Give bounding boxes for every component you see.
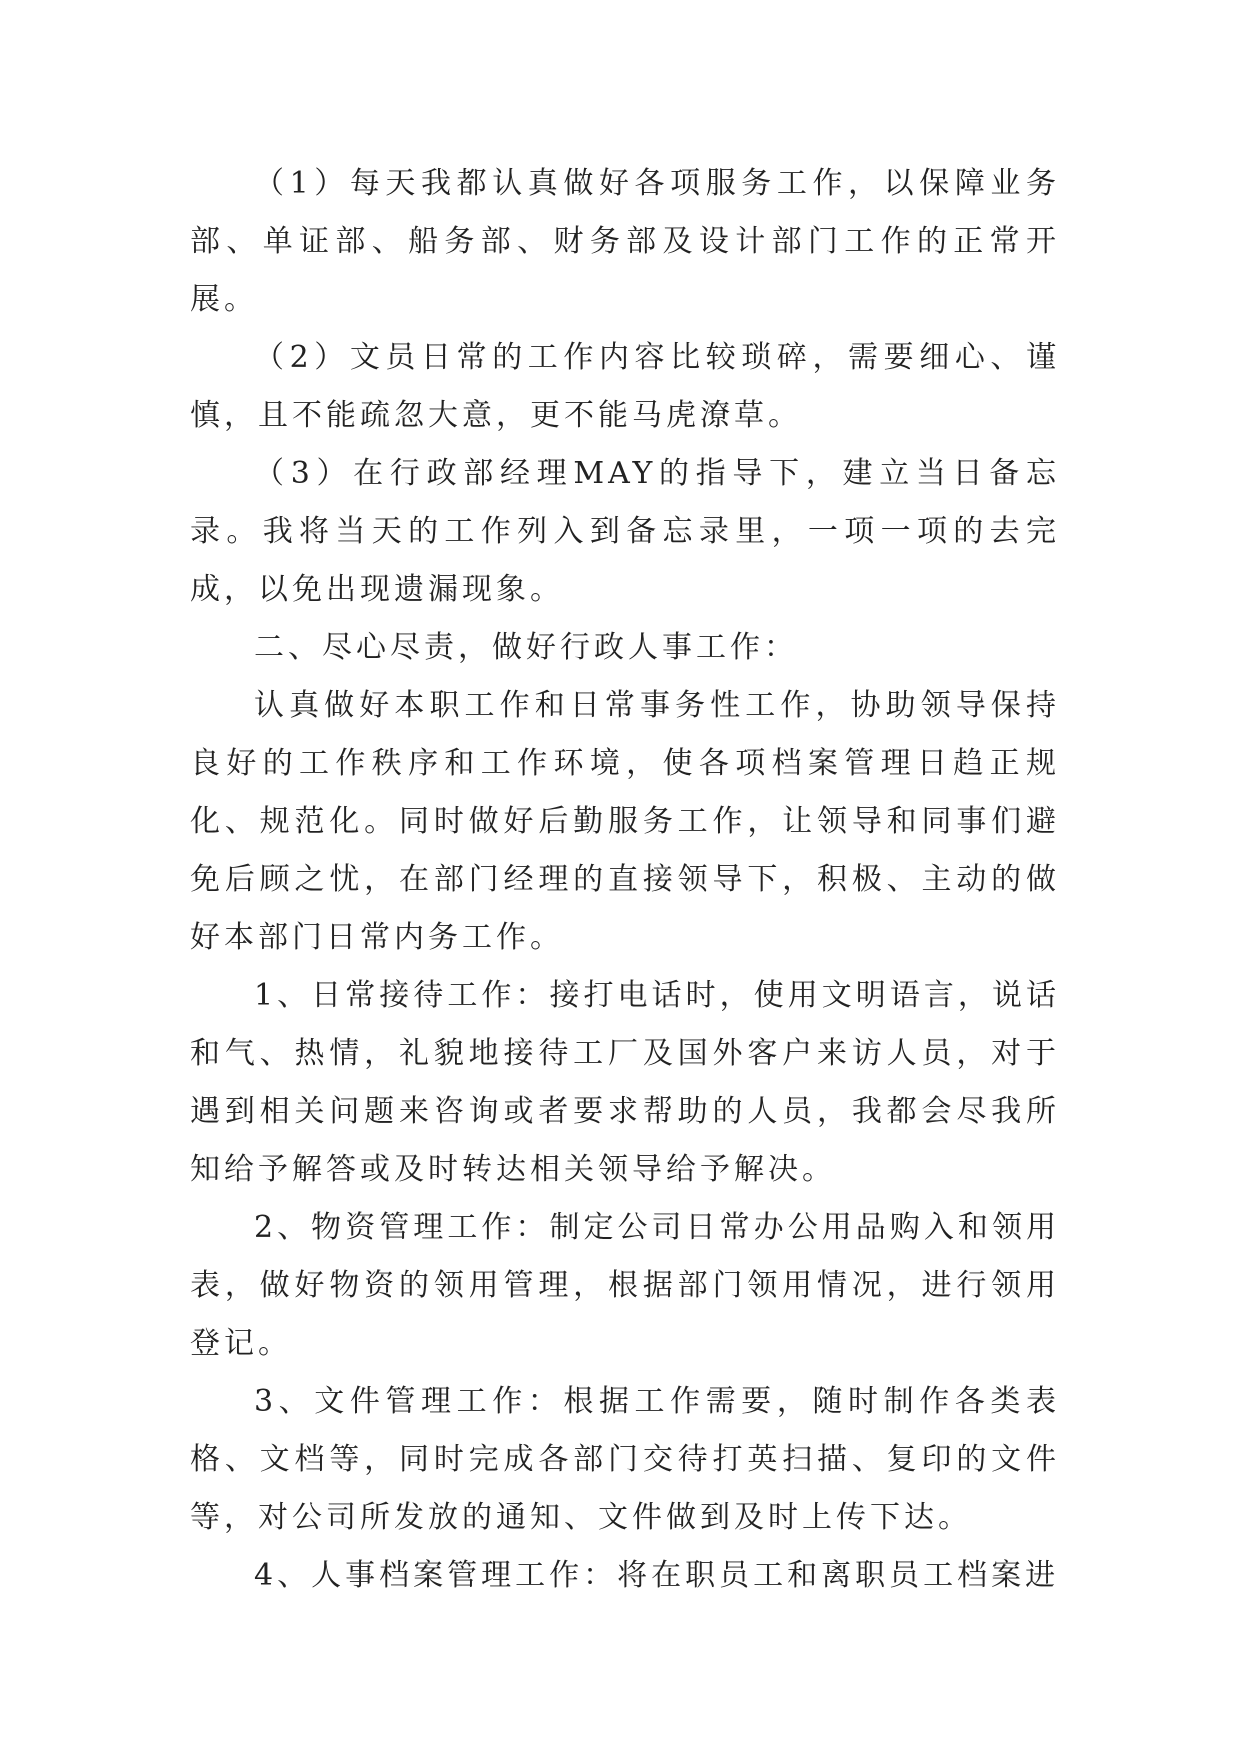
paragraph-personnel-files: 4、人事档案管理工作：将在职员工和离职员工档案进	[254, 1558, 1060, 1593]
paragraph-reception: 1、日常接待工作：接打电话时，使用文明语言，说话和气、热情，礼貌地接待工厂及国外客户来访人员，对于遇到相关问题来咨询或者要求帮助的人员，我都会尽我所知给予解答或及时转达相关领导给予解决。	[190, 978, 1060, 1187]
paragraph-memo: （3）在行政部经理MAY的指导下，建立当日备忘录。我将当天的工作列入到备忘录里，一项一项的去完成，以免出现遗漏现象。	[190, 456, 1060, 607]
paragraph-documents: 3、文件管理工作：根据工作需要，随时制作各类表格、文档等，同时完成各部门交待打英扫描、复印的文件等，对公司所发放的通知、文件做到及时上传下达。	[190, 1384, 1060, 1535]
paragraph-admin-overview: 认真做好本职工作和日常事务性工作，协助领导保持良好的工作秩序和工作环境，使各项档案管理日趋正规化、规范化。同时做好后勤服务工作，让领导和同事们避免后顾之忧，在部门经理的直接领导下，积极、主动的做好本部门日常内务工作。	[190, 688, 1060, 955]
paragraph-clerk-duties: （2）文员日常的工作内容比较琐碎，需要细心、谨慎，且不能疏忽大意，更不能马虎潦草。	[190, 340, 1060, 433]
document-body	[190, 155, 1060, 1605]
paragraph-service-work: （1）每天我都认真做好各项服务工作，以保障业务部、单证部、船务部、财务部及设计部门工作的正常开展。	[190, 166, 1060, 317]
paragraph-supplies: 2、物资管理工作：制定公司日常办公用品购入和领用表，做好物资的领用管理，根据部门领用情况，进行领用登记。	[190, 1210, 1060, 1361]
section-heading-admin-hr: 二、尽心尽责，做好行政人事工作：	[254, 630, 798, 665]
